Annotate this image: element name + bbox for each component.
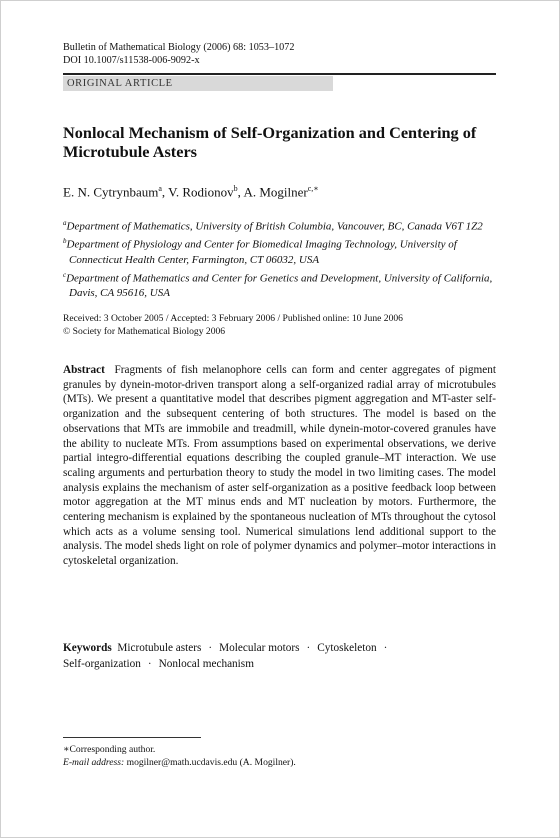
copyright-line: © Society for Mathematical Biology 2006 <box>63 325 226 337</box>
email-address: mogilner@math.ucdavis.edu (A. Mogilner). <box>126 757 296 768</box>
dates-line: Received: 3 October 2005 / Accepted: 3 February 2006 / Published online: 10 June 2006 <box>63 313 403 324</box>
author-list: E. N. Cytrynbaum$^a$, V. Rodionov$^b$, A. Mogilner$^{c,∗}$ <box>63 184 319 200</box>
affiliation <box>63 216 498 234</box>
keyword: Cytoskeleton <box>317 642 377 654</box>
doi: DOI 10.1007/s11538-006-9092-x <box>63 55 200 66</box>
email-label: E-mail address: <box>63 757 125 768</box>
keyword: Nonlocal mechanism <box>158 657 254 670</box>
affiliation-text: Department of Mathematics and Center for Genetics and Development, University of California, Davis, CA 95616, USA <box>66 272 493 300</box>
keyword-separator: · <box>147 657 152 670</box>
author-sup: c,∗ <box>307 184 319 193</box>
affiliation <box>63 268 498 301</box>
affiliation-text: Department of Mathematics, University of British Columbia, Vancouver, BC, Canada V6T 1Z2 <box>66 220 483 233</box>
header-rule <box>63 73 496 75</box>
abstract-text: Fragments of fish melanophore cells can form and center aggregates of pigment granules by dynein-motor-driven transport along a self-organized radial array of microtubules (MTs). We present a quantitative model that describes pigment aggregation and MT-aster self-organization and the subsequent centering of both structures. The model is based on the observations that MTs are immobile and treadmill, while dynein-motor-covered granules have the ability to nucleate MTs. From assumptions based on experimental observations, we derive partial integro-differential equations describing the coupled granule–MT interaction. We use scaling arguments and perturbation theory to study the model in two limiting cases. The model analysis explains the mechanism of aster self-organization as a positive feedback loop between motor aggregation at the MT minus ends and MT nucleation by motors. Furthermore, the centering mechanism is explained by the spontaneous nucleation of MTs throughout the cytosol which acts as a volume sensing tool. Numerical simulations lend additional support to the analysis. The model sheds light on role of polymer dynamics and polymer–motor interactions in cytoskeletal organization. <box>63 364 497 568</box>
publication-dates <box>63 313 498 338</box>
keyword: Microtubule asters <box>117 642 202 654</box>
author-name: V. Rodionov <box>168 184 234 200</box>
email-line <box>63 756 296 769</box>
keyword-separator: · <box>383 642 388 654</box>
keywords-heading: Keywords <box>63 642 112 654</box>
author-sup: a <box>158 184 162 193</box>
footnote <box>63 743 296 769</box>
affiliation <box>63 234 498 267</box>
abstract-heading: Abstract <box>63 364 105 376</box>
keyword: Self-organization <box>63 657 141 670</box>
paper-title: Nonlocal Mechanism of Self-Organization and Centering of Microtubule Asters <box>63 123 477 161</box>
abstract <box>63 363 496 569</box>
article-type-banner: ORIGINAL ARTICLE <box>63 76 333 91</box>
author-name: A. Mogilner <box>243 184 308 200</box>
keywords <box>63 641 496 672</box>
footnote-rule <box>63 737 201 738</box>
affiliation-sup: c <box>63 270 67 279</box>
corresponding-author-note: ∗Corresponding author. <box>63 744 156 755</box>
journal-citation: Bulletin of Mathematical Biology (2006) 68: 1053–1072 <box>63 42 295 53</box>
author-sup: b <box>233 184 238 193</box>
affiliation-sup: a <box>63 219 67 227</box>
journal-header <box>63 41 294 67</box>
keyword: Molecular motors <box>219 642 300 654</box>
author-name: E. N. Cytrynbaum <box>63 184 159 200</box>
keyword-separator: · <box>306 642 311 654</box>
keyword-separator: · <box>208 642 213 654</box>
affiliation-text: Department of Physiology and Center for Biomedical Imaging Technology, University of Connecticut Health Center, Farmington, CT 06032, USA <box>66 239 457 266</box>
affiliation-sup: b <box>63 237 67 246</box>
affiliations <box>63 216 498 301</box>
